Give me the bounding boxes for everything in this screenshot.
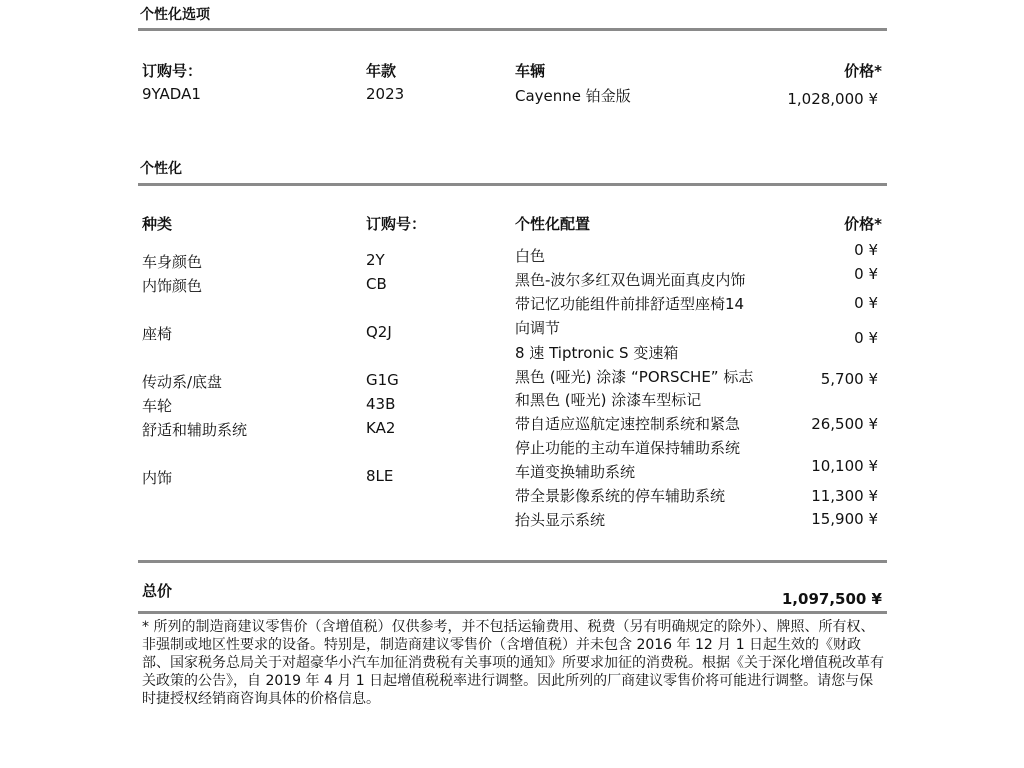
config-item: 车道变换辅助系统 [515,463,636,481]
config-price: 0 ¥ [854,265,878,283]
total-divider-top [138,560,887,563]
section-title-personalization-options: 个性化选项 [140,7,210,23]
category-name: 舒适和辅助系统 [142,421,248,439]
config-price: 5,700 ¥ [820,370,878,388]
config-price: 10,100 ¥ [811,457,878,475]
vehicle-value: Cayenne 铂金版 [515,87,631,105]
section-divider [138,183,887,186]
category-code: 43B [366,395,396,413]
config-item: 带全景影像系统的停车辅助系统 [515,487,726,505]
price-header: 价格* [844,62,882,80]
category-name: 传动系/底盘 [142,373,223,391]
vehicle-header: 车辆 [515,62,546,80]
category-code: KA2 [366,419,396,437]
category-name: 车轮 [142,397,173,415]
config-item: 白色 [515,247,546,265]
config-item: 抬头显示系统 [515,511,606,529]
config-price: 15,900 ¥ [811,510,878,528]
total-label: 总价 [142,582,173,600]
config-item: 黑色 (哑光) 涂漆 “PORSCHE” 标志 [515,368,754,386]
config-item: 8 速 Tiptronic S 变速箱 [515,344,679,362]
category-name: 座椅 [142,325,173,343]
total-value: 1,097,500 ¥ [781,590,882,608]
category-code: G1G [366,371,399,389]
config-item-continued: 和黑色 (哑光) 涂漆车型标记 [515,391,702,409]
category-code: CB [366,275,387,293]
year-value: 2023 [366,85,405,103]
section-title-personalization: 个性化 [140,161,182,177]
config-item: 带记忆功能组件前排舒适型座椅14 [515,295,745,313]
config-price: 11,300 ¥ [811,487,878,505]
order-no-header: 订购号： [142,62,203,80]
config-header: 个性化配置 [515,215,591,233]
order-no-value: 9YADA1 [142,85,201,103]
category-name: 内饰颜色 [142,277,203,295]
category-code: Q2J [366,323,392,341]
category-code: 8LE [366,467,394,485]
base-price-value: 1,028,000 ¥ [787,90,878,108]
category-header: 种类 [142,215,173,233]
section-divider [138,28,887,31]
category-name: 车身颜色 [142,253,203,271]
config-item-continued: 向调节 [515,319,561,337]
category-name: 内饰 [142,469,173,487]
config-item-continued: 停止功能的主动车道保持辅助系统 [515,439,741,457]
config-price: 0 ¥ [854,329,878,347]
config-item: 带自适应巡航定速控制系统和紧急 [515,415,741,433]
year-header: 年款 [366,62,397,80]
config-order-no-header: 订购号： [366,215,427,233]
config-price-header: 价格* [844,215,882,233]
config-price: 26,500 ¥ [811,415,878,433]
config-item: 黑色-波尔多红双色调光面真皮内饰 [515,271,746,289]
total-divider-bottom [138,611,887,614]
config-price: 0 ¥ [854,241,878,259]
price-footnote: * 所列的制造商建议零售价（含增值税）仅供参考，并不包括运输费用、税费（另有明确规定的除外）、牌照、所有权、非强制或地区性要求的设备。特别是，制造商建议零售价（含增值税）并未包含 2016 年 12 月 1 日起生效的《财政部、国家税务总局关于对超豪华小汽车加征消费税有关事项的通知》所要求加征的消费税。根据《关于深化增值税改革有关政策的公告》，自 2019 年 4 月 1 日起增值税税率进行调整。因此所列的厂商建议零售价将可能进行调整。请您与保时捷授权经销商咨询具体的价格信息。 [142,619,884,707]
category-code: 2Y [366,251,385,269]
config-price: 0 ¥ [854,294,878,312]
